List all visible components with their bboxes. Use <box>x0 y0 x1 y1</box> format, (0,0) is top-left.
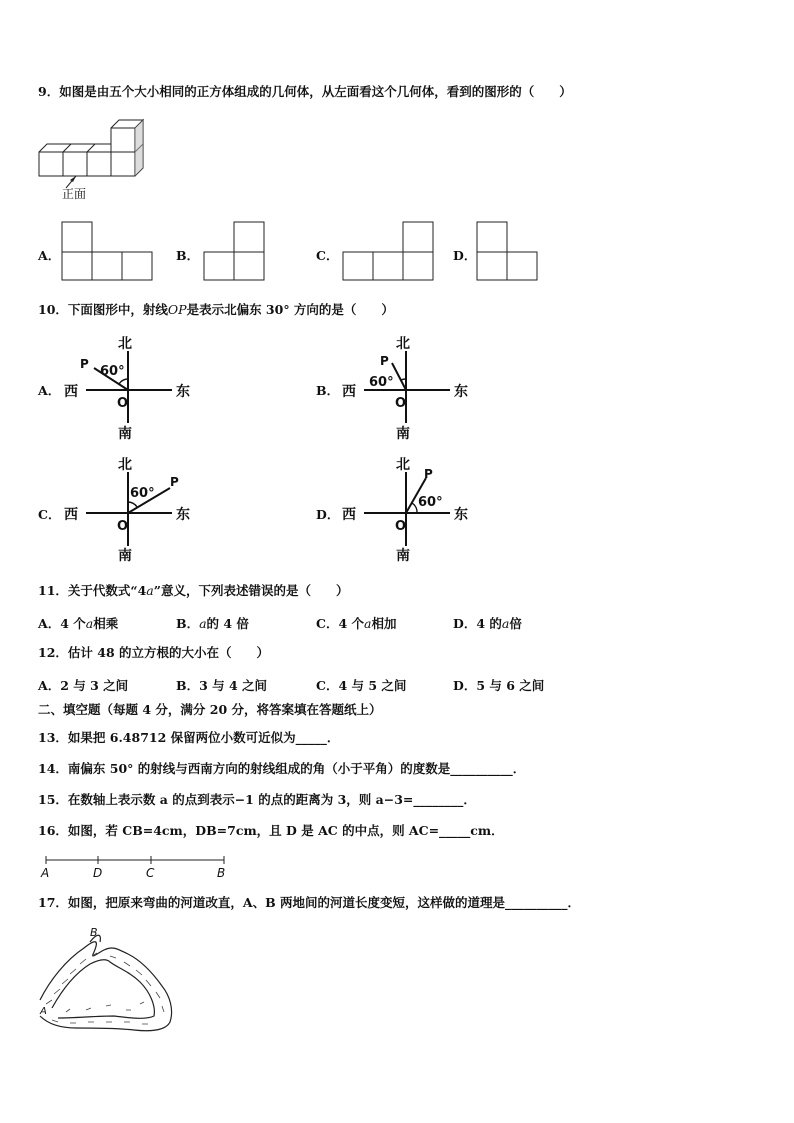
svg-text:O: O <box>117 519 129 534</box>
q14-text: 14．南偏东 50° 的射线与西南方向的射线组成的角（小于平角）的度数是__________． <box>38 761 526 776</box>
q10-text: 10．下面图形中，射线OP是表示北偏东 30° 方向的是（ ） <box>38 302 394 317</box>
q12-option-b[interactable]: B．3 与 4 之间 <box>176 678 268 693</box>
q9-text: 9．如图是由五个大小相同的正方体组成的几何体，从左面看这个几何体，看到的图形的（ ） <box>38 84 572 99</box>
svg-text:东: 东 <box>454 507 468 523</box>
svg-text:西: 西 <box>342 384 356 400</box>
svg-text:C: C <box>146 866 155 880</box>
svg-text:60°: 60° <box>369 375 394 390</box>
svg-text:P: P <box>170 475 179 489</box>
svg-text:60°: 60° <box>100 364 125 379</box>
svg-text:北: 北 <box>396 457 410 473</box>
svg-text:南: 南 <box>396 548 410 564</box>
q16-segment-figure <box>38 850 234 880</box>
svg-text:O: O <box>395 396 407 411</box>
svg-text:东: 东 <box>176 384 190 400</box>
front-label: 正面 <box>62 187 87 201</box>
svg-text:D: D <box>93 866 103 880</box>
svg-text:西: 西 <box>64 384 78 400</box>
svg-text:西: 西 <box>342 507 356 523</box>
svg-text:西: 西 <box>64 507 78 523</box>
svg-text:P: P <box>424 467 433 481</box>
q9-option-a-label[interactable]: A． <box>38 248 61 263</box>
svg-text:60°: 60° <box>130 486 155 501</box>
svg-text:南: 南 <box>118 426 132 442</box>
q9-option-d-figure <box>475 220 541 282</box>
svg-text:B: B <box>90 926 98 939</box>
q10-option-b-label[interactable]: B． <box>316 383 340 398</box>
q12-option-c[interactable]: C．4 与 5 之间 <box>316 678 407 693</box>
svg-text:东: 东 <box>454 384 468 400</box>
svg-text:北: 北 <box>118 336 132 352</box>
q9-option-d-label[interactable]: D． <box>453 248 477 263</box>
q13-text: 13．如果把 6.48712 保留两位小数可近似为_____． <box>38 730 340 745</box>
svg-text:南: 南 <box>396 426 410 442</box>
svg-text:A: A <box>41 866 50 880</box>
svg-text:A: A <box>40 1006 47 1017</box>
svg-text:60°: 60° <box>418 495 443 510</box>
q11-option-b[interactable]: B．a的 4 倍 <box>176 616 249 631</box>
svg-text:东: 东 <box>176 507 190 523</box>
q10-option-d-label[interactable]: D． <box>316 507 340 522</box>
q10-option-c-figure <box>60 456 200 564</box>
svg-text:P: P <box>380 354 389 368</box>
q9-option-b-figure <box>202 220 268 282</box>
q9-option-a-figure <box>60 220 154 282</box>
svg-text:北: 北 <box>118 457 132 473</box>
svg-text:B: B <box>217 866 226 880</box>
section-heading: 二、填空题（每题 4 分，满分 20 分，将答案填在答题纸上） <box>38 702 382 717</box>
q12-text: 12．估计 48 的立方根的大小在（ ） <box>38 645 269 660</box>
q10-option-d-figure <box>338 456 478 564</box>
q16-text: 16．如图，若 CB=4cm，DB=7cm，且 D 是 AC 的中点，则 AC=_____cm． <box>38 823 504 838</box>
svg-text:南: 南 <box>118 548 132 564</box>
q11-option-d[interactable]: D．4 的a倍 <box>453 616 522 631</box>
q10-option-a-label[interactable]: A． <box>38 383 61 398</box>
q9-option-b-label[interactable]: B． <box>176 248 200 263</box>
svg-text:北: 北 <box>396 336 410 352</box>
q10-option-a-figure <box>60 335 200 443</box>
q11-text: 11．关于代数式“4a”意义，下列表述错误的是（ ） <box>38 583 349 598</box>
q11-option-a[interactable]: A．4 个a相乘 <box>38 616 119 631</box>
q17-text: 17．如图，把原来弯曲的河道改直，A、B 两地间的河道长度变短，这样做的道理是__________． <box>38 895 581 910</box>
svg-text:P: P <box>80 357 89 371</box>
q10-option-c-label[interactable]: C． <box>38 507 61 522</box>
q17-river-figure <box>36 924 176 1036</box>
q15-text: 15．在数轴上表示数 a 的点到表示−1 的点的距离为 3，则 a−3=________． <box>38 792 476 807</box>
q9-solid-figure <box>36 112 146 204</box>
q9-option-c-figure <box>341 220 435 282</box>
q10-option-b-figure <box>338 335 478 443</box>
q9-option-c-label[interactable]: C． <box>316 248 339 263</box>
q11-option-c[interactable]: C．4 个a相加 <box>316 616 397 631</box>
svg-text:O: O <box>117 396 129 411</box>
q12-option-d[interactable]: D．5 与 6 之间 <box>453 678 545 693</box>
svg-text:O: O <box>395 519 407 534</box>
q12-option-a[interactable]: A．2 与 3 之间 <box>38 678 129 693</box>
